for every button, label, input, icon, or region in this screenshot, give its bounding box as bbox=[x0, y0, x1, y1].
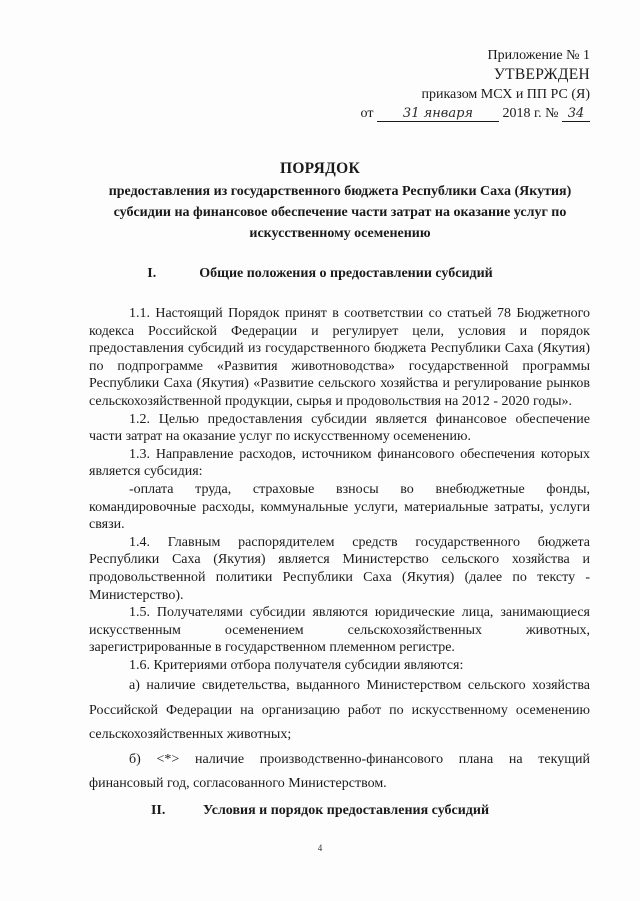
paragraph: 1.6. Критериями отбора получателя субсидии являются: bbox=[129, 657, 464, 673]
section-2-heading bbox=[0, 803, 640, 819]
section-1-number: I. bbox=[147, 266, 157, 281]
approved-label: УТВЕРЖДЕН bbox=[493, 66, 590, 83]
document-title: ПОРЯДОК bbox=[279, 160, 361, 177]
order-date-line bbox=[361, 105, 590, 123]
subtitle-line: предоставления из государственного бюджета Республики Саха (Якутия) bbox=[108, 184, 572, 199]
section-2-number: II. bbox=[150, 803, 166, 818]
paragraph: а) наличие свидетельства, выданного Министерством сельского хозяйства Российской Федерации на организацию работ по искусственному осеменению сельскохозяйственных животных; bbox=[89, 678, 590, 743]
section-1-heading bbox=[0, 266, 640, 282]
subtitle-line: искусственному осеменению bbox=[249, 226, 431, 241]
order-by-label: приказом МСХ и ПП РС (Я) bbox=[421, 87, 590, 102]
paragraph: -оплата труда, страховые взносы во внебюджетные фонды, командировочные расходы, коммунальные услуги, материальные затраты, услуги связи. bbox=[89, 481, 590, 533]
subtitle-line: субсидии на финансовое обеспечение части затрат на оказание услуг по bbox=[113, 205, 567, 220]
paragraph: 1.3. Направление расходов, источником финансового обеспечения которых является субсидия: bbox=[89, 446, 590, 480]
section-1-title: Общие положения о предоставлении субсидий bbox=[199, 266, 493, 281]
document-subtitle bbox=[90, 181, 590, 244]
paragraph: 1.4. Главным распорядителем средств государственного бюджета Республики Саха (Якутия) является Министерство сельского хозяйства и продовольственной политики Республики Саха (Якутия) (далее по тексту - Министерство). bbox=[89, 534, 590, 603]
date-prefix: от bbox=[360, 106, 374, 121]
paragraph: 1.2. Целью предоставления субсидии является финансовое обеспечение части затрат на оказание услуг по искусственному осеменению. bbox=[89, 411, 590, 445]
paragraph: б) <*> наличие производственно-финансового плана на текущий финансовый год, согласованного Министерством. bbox=[89, 751, 590, 792]
page-number: 4 bbox=[317, 843, 323, 853]
section-1-body bbox=[89, 305, 590, 797]
number-blank bbox=[562, 107, 590, 122]
paragraph: 1.5. Получателями субсидии являются юридические лица, занимающиеся искусственным осеменением сельскохозяйственных животных, зарегистрированные в государственном племенном регистре. bbox=[89, 605, 590, 656]
paragraph: 1.1. Настоящий Порядок принят в соответствии со статьей 78 Бюджетного кодекса Российской Федерации и регулирует цели, условия и порядок предоставления субсидий из государственного бюджета Республики Саха (Якутия) по подпрограмме «Развития животноводства» государственной программы Республики Саха (Якутия) «Развитие сельского хозяйства и регулирование рынков сельскохозяйственной продукции, сырья и продовольствия на 2012 - 2020 годы». bbox=[89, 306, 590, 409]
handwritten-date: 31 января bbox=[402, 106, 474, 121]
date-blank bbox=[377, 107, 499, 122]
handwritten-number: 34 bbox=[567, 106, 585, 121]
year-number-label: 2018 г. № bbox=[502, 106, 559, 121]
section-2-title: Условия и порядок предоставления субсидий bbox=[202, 803, 490, 818]
annex-label: Приложение № 1 bbox=[487, 48, 590, 63]
